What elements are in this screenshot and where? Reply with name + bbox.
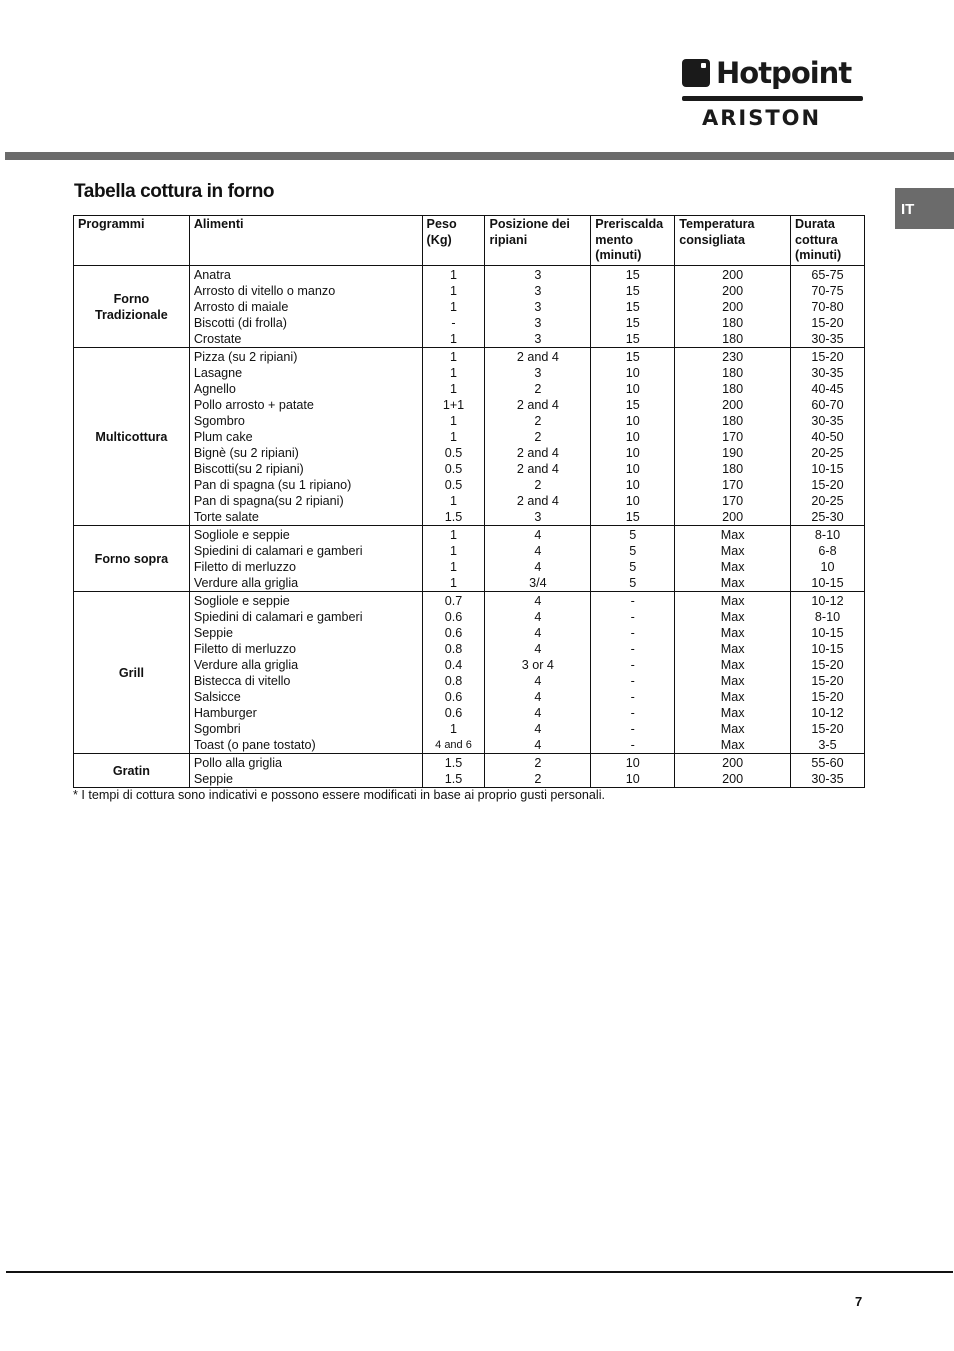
logo-ariston-text: ARISTON [702,106,822,130]
cell-line: 60-70 [811,397,844,412]
cell-line: Max [720,689,745,704]
cell-line: 2 and 4 [516,461,559,476]
cell-line: 65-75 [811,267,844,282]
cell-alimenti [189,265,422,347]
cell-line: 3-5 [818,737,837,752]
cell-line: 15 [625,349,640,364]
cell-line: 4 [534,543,542,558]
cell-line: Salsicce [193,689,241,704]
cell-line: - [630,609,635,624]
cell-line: 1 [449,493,457,508]
footnote: * I tempi di cottura sono indicativi e possono essere modificati in base ai proprio gusti personali. [73,788,606,802]
cell-line: 2 [534,477,542,492]
page-title: Tabella cottura in forno [74,181,275,202]
cell-line: 4 [534,527,542,542]
cell-line: 1 [449,559,457,574]
cell-line: Max [720,673,745,688]
cooking-table [73,215,865,788]
cell-line: 20-25 [811,493,844,508]
header-durata: Durata cottura (minuti) [791,216,865,266]
cell-line: 8-10 [814,527,841,542]
cell-line: Anatra [193,267,231,282]
cell-line: 4 and 6 [435,738,472,751]
cell-temperatura [675,347,791,525]
cell-line: 2 [534,381,542,396]
cell-line: 0.8 [444,673,463,688]
cell-alimenti [189,347,422,525]
cell-line: 180 [722,413,744,428]
cell-line: 200 [722,283,744,298]
cell-line: 1 [449,283,457,298]
cell-alimenti [189,753,422,787]
header-rule [5,152,954,160]
cell-line: Filetto di merluzzo [193,559,297,574]
cell-line: 1 [449,575,457,590]
cell-line: - [630,737,635,752]
cell-line: 200 [722,755,744,770]
cell-durata [791,591,865,753]
cell-line: 10 [625,445,640,460]
cell-line: 2 and 4 [516,445,559,460]
table-group-row [74,525,865,591]
cell-durata [791,265,865,347]
cell-line: 1 [449,381,457,396]
cell-line: 0.5 [444,461,463,476]
footer-rule [6,1271,953,1273]
cell-line: 0.5 [444,477,463,492]
cell-line: 15-20 [811,721,844,736]
cell-line: 15 [625,315,640,330]
cell-line: Seppie [193,771,234,786]
logo-divider [682,96,863,101]
cell-line: 1 [449,349,457,364]
cell-line: - [630,673,635,688]
cell-line: Filetto di merluzzo [193,641,297,656]
cell-line: 1 [449,299,457,314]
cell-line: 15 [625,299,640,314]
cell-temperatura [675,753,791,787]
cell-line: 15 [625,331,640,346]
cell-line: Max [720,657,745,672]
header-temperatura: Temperatura consigliata [675,216,791,266]
cell-line: 70-75 [811,283,844,298]
cell-line: - [630,593,635,608]
cell-line: 2 and 4 [516,493,559,508]
cell-posizione [485,347,591,525]
cell-line: 200 [722,771,744,786]
cell-line: 0.6 [444,689,463,704]
cell-durata [791,753,865,787]
cell-line: 1 [449,721,457,736]
cell-preriscalda [591,753,675,787]
cell-line: Max [720,641,745,656]
cell-line: 0.6 [444,705,463,720]
cell-line: 5 [629,543,637,558]
cell-line: Pollo alla griglia [193,755,283,770]
cell-line: 40-45 [811,381,844,396]
cell-line: 4 [534,673,542,688]
cell-temperatura [675,265,791,347]
cell-line: 1 [449,543,457,558]
cell-posizione [485,265,591,347]
cell-line: 0.8 [444,641,463,656]
cell-line: Max [720,705,745,720]
cell-line: 1 [449,331,457,346]
cell-line: 4 [534,625,542,640]
cell-line: 0.6 [444,609,463,624]
cell-line: 10-15 [811,625,844,640]
cell-line: 10 [820,559,835,574]
language-tab: IT [895,188,954,229]
cell-line: Biscotti (di frolla) [193,315,287,330]
cell-line: Max [720,575,745,590]
cell-line: 3 [534,331,542,346]
cell-line: 40-50 [811,429,844,444]
cell-posizione [485,753,591,787]
cell-preriscalda [591,265,675,347]
cell-line: 10-15 [811,461,844,476]
cell-line: 10-12 [811,705,844,720]
cell-line: Max [720,721,745,736]
cell-line: Plum cake [193,429,253,444]
cell-line: 200 [722,509,744,524]
cell-line: 4 [534,593,542,608]
cell-line: 170 [722,493,744,508]
cell-line: 15 [625,283,640,298]
cell-line: 1 [449,413,457,428]
cell-alimenti [189,591,422,753]
header-peso: Peso (Kg) [422,216,485,266]
cell-line: 30-35 [811,413,844,428]
cell-line: 10-12 [811,593,844,608]
cell-line: 10 [625,365,640,380]
program-name: Gratin [74,753,190,787]
cell-line: Verdure alla griglia [193,575,299,590]
cell-line: 190 [722,445,744,460]
cell-peso [422,347,485,525]
cell-line: 4 [534,721,542,736]
cell-peso [422,525,485,591]
cell-line: 180 [722,331,744,346]
cell-line: Arrosto di maiale [193,299,289,314]
cell-line: Hamburger [193,705,257,720]
cell-line: 1 [449,267,457,282]
table-group-row [74,347,865,525]
cell-line: 10 [625,493,640,508]
cell-line: 200 [722,299,744,314]
cell-line: 3 [534,315,542,330]
cell-line: 2 and 4 [516,397,559,412]
table-group-row [74,591,865,753]
cell-line: - [630,689,635,704]
cell-line: 25-30 [811,509,844,524]
cell-line: Torte salate [193,509,259,524]
cell-line: 1+1 [442,397,465,412]
cell-line: 0.4 [444,657,463,672]
cell-line: Spiedini di calamari e gamberi [193,543,363,558]
cell-line: 2 [534,771,542,786]
cell-line: - [630,721,635,736]
cell-line: 3 [534,509,542,524]
cell-line: 15-20 [811,315,844,330]
cell-line: 4 [534,705,542,720]
header-alimenti: Alimenti [189,216,422,266]
cell-line: 170 [722,429,744,444]
cell-line: 30-35 [811,365,844,380]
cell-line: Pizza (su 2 ripiani) [193,349,298,364]
cell-line: Arrosto di vitello o manzo [193,283,336,298]
cell-line: Crostate [193,331,242,346]
cell-line: - [451,315,456,330]
cell-line: Toast (o pane tostato) [193,737,316,752]
cell-line: 2 and 4 [516,349,559,364]
cell-line: 20-25 [811,445,844,460]
cell-line: 5 [629,575,637,590]
cell-line: 4 [534,559,542,574]
cell-line: 15 [625,397,640,412]
logo-square-icon [682,59,710,87]
cell-line: 30-35 [811,331,844,346]
header-programmi: Programmi [74,216,190,266]
brand-logo [682,56,864,132]
cell-line: 3 or 4 [521,657,554,672]
cell-alimenti [189,525,422,591]
cell-preriscalda [591,591,675,753]
header-preriscalda: Preriscalda mento (minuti) [591,216,675,266]
cell-peso [422,265,485,347]
cell-durata [791,525,865,591]
cell-line: 8-10 [814,609,841,624]
cell-line: Lasagne [193,365,243,380]
cell-line: 2 [534,429,542,444]
cell-line: 3 [534,299,542,314]
cell-line: 1.5 [444,755,463,770]
cell-preriscalda [591,525,675,591]
cell-line: 1 [449,527,457,542]
cell-line: 3/4 [529,575,547,590]
cell-line: 15-20 [811,477,844,492]
cell-line: - [630,625,635,640]
cell-line: Bistecca di vitello [193,673,291,688]
cell-line: 3 [534,365,542,380]
cell-line: Max [720,527,745,542]
cell-preriscalda [591,347,675,525]
cell-line: 70-80 [811,299,844,314]
page-number: 7 [855,1294,863,1309]
cell-line: 170 [722,477,744,492]
cell-line: - [630,657,635,672]
cell-peso [422,753,485,787]
cell-line: 5 [629,559,637,574]
cell-line: 1.5 [444,771,463,786]
cell-line: 15-20 [811,657,844,672]
cell-line: - [630,641,635,656]
cell-line: 10 [625,413,640,428]
cell-line: 15 [625,509,640,524]
cell-line: 15-20 [811,673,844,688]
program-name: Forno Tradizionale [74,265,190,347]
cell-line: 3 [534,267,542,282]
cell-line: 15-20 [811,349,844,364]
cell-line: 4 [534,609,542,624]
cell-line: 10 [625,477,640,492]
cell-line: 0.7 [444,593,463,608]
cell-durata [791,347,865,525]
cell-temperatura [675,525,791,591]
cell-line: Max [720,737,745,752]
cell-line: 4 [534,689,542,704]
cell-line: 3 [534,283,542,298]
cell-line: 15-20 [811,689,844,704]
cell-line: 5 [629,527,637,542]
table-header-row [74,216,865,266]
program-name: Multicottura [74,347,190,525]
cell-line: 10 [625,755,640,770]
cell-line: - [630,705,635,720]
cell-line: Pollo arrosto + patate [193,397,314,412]
cell-line: Sgombro [193,413,245,428]
cell-line: 4 [534,737,542,752]
cell-posizione [485,525,591,591]
table-group-row [74,753,865,787]
cell-line: 180 [722,381,744,396]
cell-line: 180 [722,461,744,476]
cell-line: Sogliole e seppie [193,527,290,542]
cell-line: Sogliole e seppie [193,593,290,608]
cell-line: Verdure alla griglia [193,657,299,672]
cell-line: 0.6 [444,625,463,640]
cell-line: 200 [722,397,744,412]
cell-line: 4 [534,641,542,656]
cell-line: 1 [449,365,457,380]
cell-posizione [485,591,591,753]
cell-temperatura [675,591,791,753]
cell-line: 2 [534,413,542,428]
cell-line: 230 [722,349,744,364]
cell-line: 6-8 [818,543,837,558]
header-posizione: Posizione dei ripiani [485,216,591,266]
cell-line: 10-15 [811,641,844,656]
cell-line: 1.5 [444,509,463,524]
cell-line: 10 [625,381,640,396]
cell-line: 180 [722,365,744,380]
cell-line: Sgombri [193,721,241,736]
cell-line: Pan di spagna(su 2 ripiani) [193,493,344,508]
cell-line: 10 [625,461,640,476]
cell-line: Max [720,609,745,624]
cell-line: Max [720,559,745,574]
cell-line: 1 [449,429,457,444]
cell-line: 200 [722,267,744,282]
cell-peso [422,591,485,753]
program-name: Grill [74,591,190,753]
cell-line: Agnello [193,381,236,396]
cell-line: 2 [534,755,542,770]
cell-line: 0.5 [444,445,463,460]
cell-line: Bignè (su 2 ripiani) [193,445,299,460]
cell-line: 55-60 [811,755,844,770]
cell-line: Biscotti(su 2 ripiani) [193,461,304,476]
cell-line: 10 [625,429,640,444]
cell-line: 10 [625,771,640,786]
cell-line: Max [720,543,745,558]
cell-line: Max [720,593,745,608]
cell-line: Spiedini di calamari e gamberi [193,609,363,624]
cell-line: 30-35 [811,771,844,786]
cell-line: 180 [722,315,744,330]
table-group-row [74,265,865,347]
logo-hotpoint-text: Hotpoint [716,56,852,90]
cell-line: Pan di spagna (su 1 ripiano) [193,477,352,492]
cell-line: Max [720,625,745,640]
cell-line: 15 [625,267,640,282]
program-name: Forno sopra [74,525,190,591]
cell-line: 10-15 [811,575,844,590]
logo-hotpoint [682,56,851,90]
cell-line: Seppie [193,625,234,640]
